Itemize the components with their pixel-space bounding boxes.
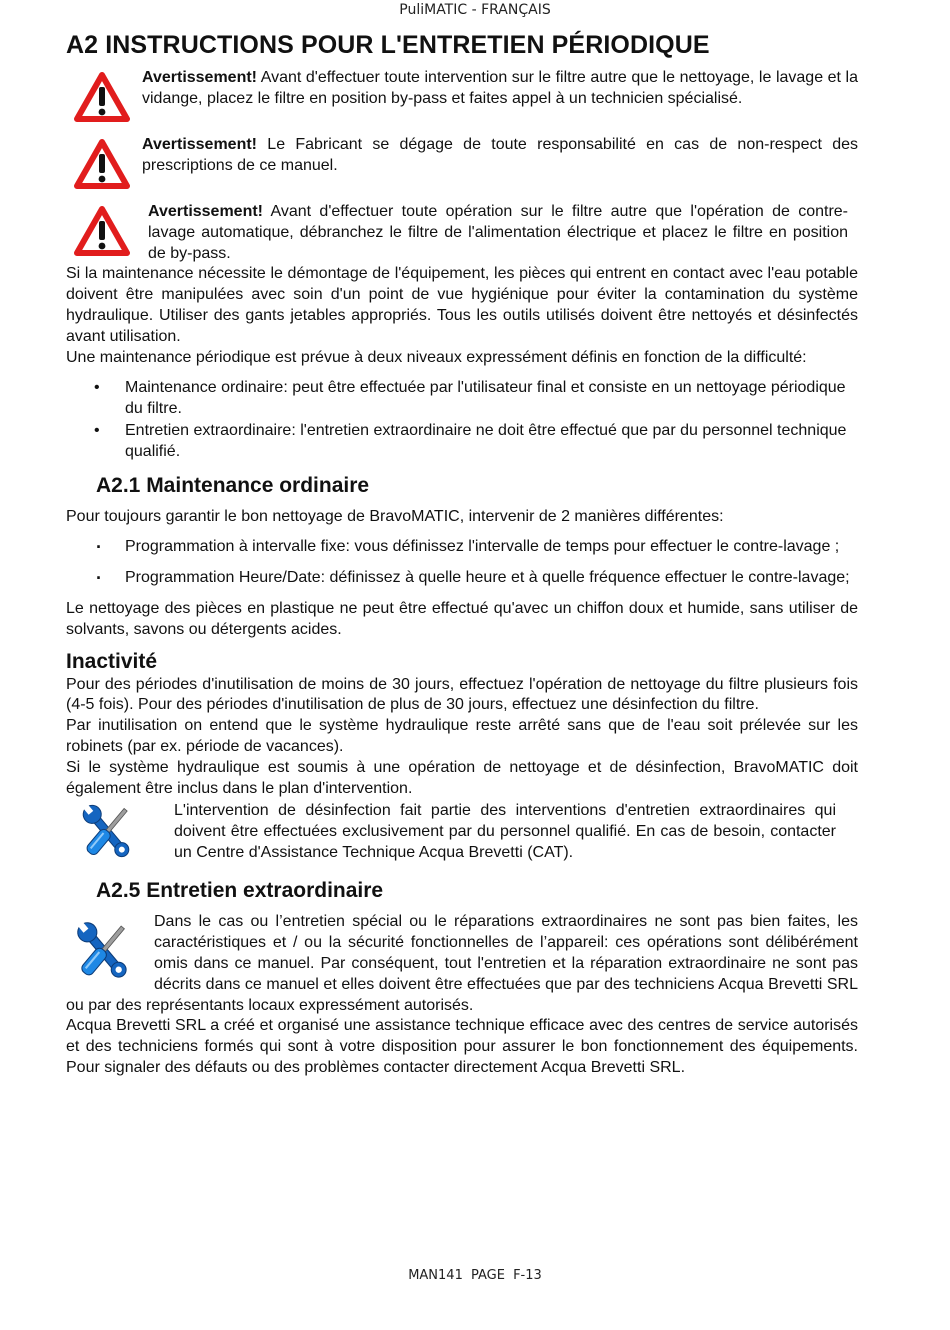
extraordinary-paragraph-block bbox=[66, 912, 858, 1016]
intro-paragraph: Si la maintenance nécessite le démontage de l'équipement, les pièces qui entrent en contact avec l'eau potable doivent être manipulées avec soin d'un point de vue hygiénique pour éviter la contamination du système hydraulique. Utiliser des gants jetables appropriés. Tous les outils utilisés doivent être nettoyés et désinfectés avant utilisation. bbox=[66, 265, 858, 345]
warning-text bbox=[148, 202, 848, 264]
section-title-extraordinary: A2.5 Entretien extraordinaire bbox=[96, 879, 384, 903]
list-item: • Maintenance ordinaire: peut être effectuée par l'utilisateur final et consiste en un nettoyage périodique du filtre. bbox=[66, 378, 858, 420]
cleaning-note: Le nettoyage des pièces en plastique ne peut être effectué qu'avec un chiffon doux et humide, sans utiliser de solvants, savons ou détergents acides. bbox=[66, 599, 858, 638]
disinfection-note-block bbox=[66, 801, 858, 868]
page-number: PAGE F-13 bbox=[470, 1268, 542, 1283]
inactivity-paragraph: Si le système hydraulique est soumis à une opération de nettoyage et de désinfection, BravoMATIC doit également être inclus dans le plan d'intervention. bbox=[66, 758, 858, 797]
warning-triangle-icon bbox=[74, 206, 134, 261]
disinfection-note: L'intervention de désinfection fait partie des interventions d'entretien extraordinaires qui doivent être effectuées exclusivement par du personnel qualifié. En cas de besoin, contacter un Centre d'Assistance Technique Acqua Brevetti (CAT). bbox=[174, 802, 836, 861]
inactivity-paragraph: Par inutilisation on entend que le système hydraulique reste arrêté sans que de l'eau soit prélevée sur les robinets (par ex. période de vacances). bbox=[66, 717, 858, 755]
list-item: · Programmation Heure/Date: définissez à quelle heure et à quelle fréquence effectuer le contre-lavage; bbox=[66, 568, 858, 589]
section-intro: Pour toujours garantir le bon nettoyage de BravoMATIC, intervenir de 2 manières différentes: bbox=[66, 507, 724, 525]
warning-text bbox=[142, 68, 858, 110]
warning-message: Avant d'effectuer toute opération sur le filtre autre que l'opération de contre-lavage automatique, débranchez le filtre de l'alimentation électrique et placez le filtre en position de by-pass. bbox=[148, 203, 848, 262]
warning-block bbox=[66, 135, 858, 194]
section-title-ordinary: A2.1 Maintenance ordinaire bbox=[96, 473, 370, 497]
warning-label: Avertissement! bbox=[148, 203, 264, 220]
intro-paragraph: Une maintenance périodique est prévue à deux niveaux expressément définis en fonction de la difficulté: bbox=[66, 348, 807, 366]
warning-label: Avertissement! bbox=[142, 69, 258, 86]
extraordinary-paragraph: Acqua Brevetti SRL a créé et organisé une assistance technique efficace avec des centres de service autorisés et des techniciens formés qui sont à votre disposition pour assurer le bon fonctionnement des équipements. Pour signaler des défauts ou des problèmes contacter directement Acqua Brevetti SRL. bbox=[66, 1017, 858, 1076]
warning-block bbox=[66, 68, 858, 127]
extraordinary-paragraph: Dans le cas ou l’entretien spécial ou le réparations extraordinaires ne sont pas bien faites, les caractéristiques et / ou la sécurité fonctionnelles de l’appareil: ces opérations sont délibérément omis dans ce manuel. Par conséquent, tout l'entretien et la réparation extraordinaire ne sont pas décrits dans ce manuel et elles doivent être effectuées que par des techniciens Acqua Brevetti SRL ou par des représentants locaux expressément autorisés. bbox=[66, 913, 858, 1014]
list-item: · Programmation à intervalle fixe: vous définissez l'intervalle de temps pour effectuer le contre-lavage ; bbox=[66, 537, 858, 558]
warning-block bbox=[66, 202, 858, 264]
warning-label: Avertissement! bbox=[142, 136, 258, 153]
warning-triangle-icon bbox=[74, 139, 134, 194]
page-content bbox=[66, 30, 858, 1079]
warning-text bbox=[142, 135, 858, 177]
warning-triangle-icon bbox=[74, 72, 134, 127]
warning-message: Le Fabricant se dégage de toute responsabilité en cas de non-respect des prescriptions de ce manuel. bbox=[142, 136, 858, 174]
main-title: A2 INSTRUCTIONS POUR L'ENTRETIEN PÉRIODIQUE bbox=[66, 31, 710, 59]
maintenance-levels-list bbox=[66, 378, 858, 462]
list-item: • Entretien extraordinaire: l'entretien extraordinaire ne doit être effectué que par du personnel technique qualifié. bbox=[66, 421, 858, 463]
section-title-inactivity: Inactivité bbox=[66, 649, 158, 673]
programming-list bbox=[66, 537, 858, 589]
warning-message: Avant d'effectuer toute intervention sur le filtre autre que le nettoyage, le lavage et la vidange, placez le filtre en position by-pass et faites appel à un technicien spécialisé. bbox=[142, 69, 858, 107]
page-header: PuliMATIC - FRANÇAIS bbox=[399, 2, 551, 18]
tools-icon bbox=[68, 916, 138, 988]
page-footer bbox=[0, 1268, 950, 1283]
inactivity-paragraph: Pour des périodes d'inutilisation de moins de 30 jours, effectuez l'opération de nettoyage du filtre plusieurs fois (4-5 fois). Pour des périodes d'inutilisation de plus de 30 jours, effectuez une désinfection du filtre. bbox=[66, 675, 858, 714]
tools-icon bbox=[74, 801, 144, 868]
manual-number: MAN141 bbox=[408, 1268, 463, 1283]
